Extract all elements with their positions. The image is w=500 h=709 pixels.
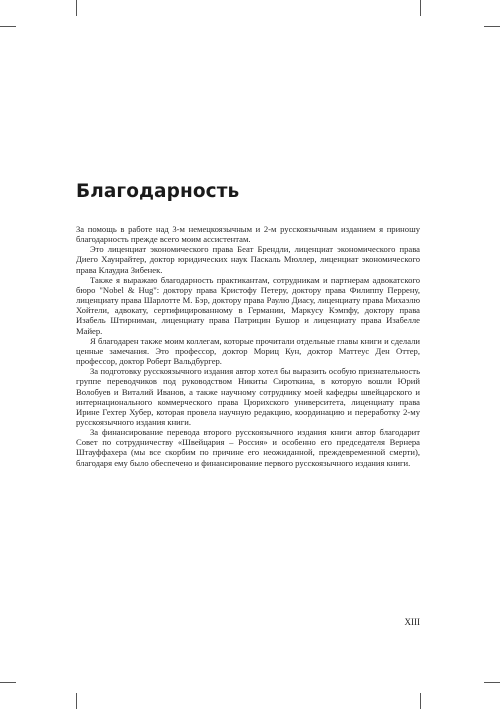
crop-mark	[484, 682, 500, 683]
crop-mark	[484, 26, 500, 27]
paragraph: Также я выражаю благодарность практикантам, сотрудникам и партнерам адвокатского бюро "Nobel & Hug": доктору права Кристофу Петеру, доктору права Филиппу Перрену, лиценциату права Шарлотте М. Бэр, доктору права Раулю Диасу, лиценциату права Михаэлю Хойтели, адвокату, сертифицированному в Германии, Маркусу Кэмпфу, доктору права Изабель Штирниман, лиценциату права Патрицин Бушор и лиценциату права Изабелле Майер.	[76, 274, 420, 336]
acknowledgements-text	[76, 224, 420, 468]
page-heading: Благодарность	[76, 181, 240, 202]
paragraph: Это лиценциат экономического права Беат Брендли, лиценциат экономического права Диего Хаунрайтер, доктор юридических наук Паскаль Мюллер, лиценциат экономического права Клаудиа Зибенек.	[76, 244, 420, 275]
page-number: XIII	[404, 617, 420, 627]
paragraph: За помощь в работе над 3-м немецкоязычным и 2-м русскоязычным изданием я приношу благодарность прежде всего моим ассистентам.	[76, 224, 420, 245]
paragraph: Я благодарен также моим коллегам, которые прочитали отдельные главы книги и сделали ценные замечания. Это профессор, доктор Мориц Кун, доктор Маттеус Ден Оттер, профессор, доктор Роберт Вальдбургер.	[76, 335, 420, 367]
crop-mark	[420, 0, 421, 16]
crop-mark	[76, 693, 77, 709]
crop-mark	[76, 0, 77, 16]
crop-mark	[0, 26, 16, 27]
crop-mark	[420, 693, 421, 709]
paragraph: За подготовку русскоязычного издания автор хотел бы выразить особую признательность группе переводчиков под руководством Никиты Сироткина, в которую вошли Юрий Волобуев и Виталий Иванов, а также научному сотруднику моей кафедры швейцарского и интернационального коммерческого права Цюрихского университета, лиценциату права Ирине Гехтер Хубер, которая провела научную редакцию, координацию и переработку 2-му русскоязычного издания книги.	[76, 366, 420, 427]
crop-mark	[0, 682, 16, 683]
paragraph: За финансирование перевода второго русскоязычного издания книги автор благодарит Совет по сотрудничеству «Швейцария – Россия» и особенно его председателя Вернера Штауффахера (мы все скорбим по причине его неожиданной, преждевременной смерти), благодаря ему было обеспечено и финансирование первого русскоязычного издания книги.	[76, 427, 420, 468]
